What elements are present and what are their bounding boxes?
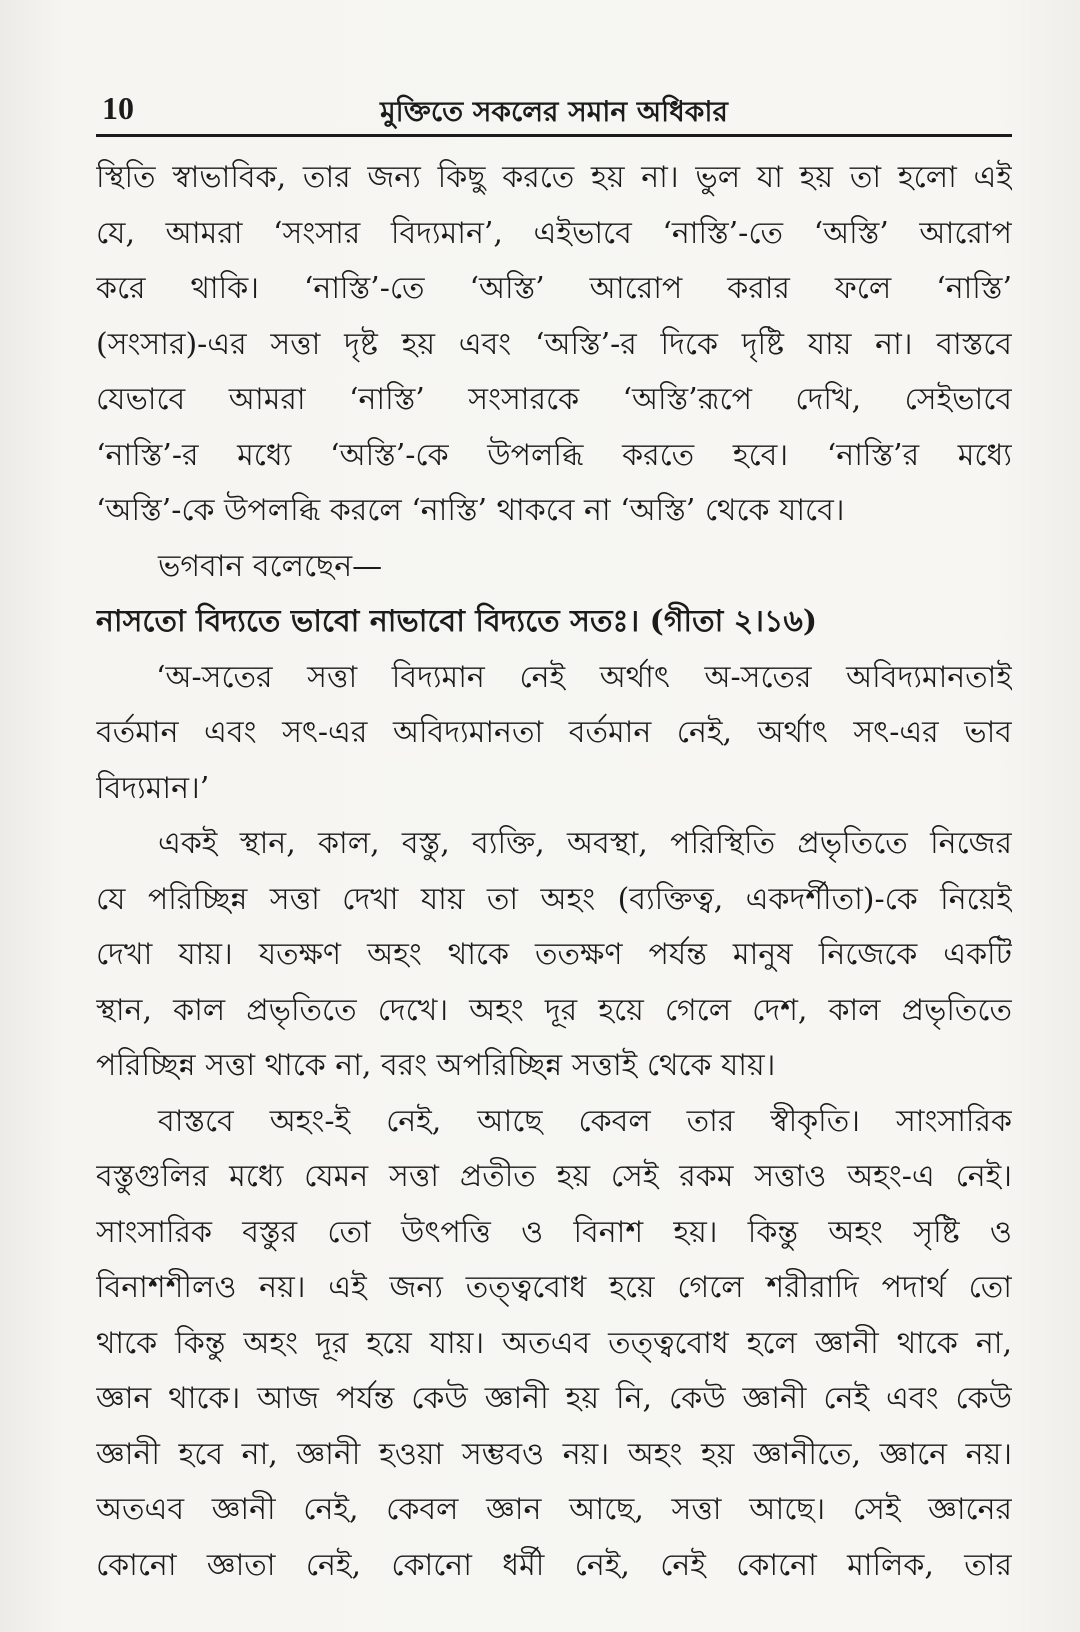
text-line: কোনো জ্ঞাতা নেই, কোনো ধর্মী নেই, নেই কোনো মালিক, তার [96,1547,1012,1583]
text-line: (সংসার)-এর সত্তা দৃষ্ট হয় এবং ‘অস্তি’-র দিকে দৃষ্টি যায় না। বাস্তবে [96,326,1012,362]
text-line: বিদ্যমান।’ [96,770,210,806]
text-line: বস্তুগুলির মধ্যে যেমন সত্তা প্রতীত হয় সেই রকম সত্তাও অহং-এ নেই। [96,1159,1012,1194]
verse-line: নাসতো বিদ্যতে ভাবো নাভাবো বিদ্যতে সতঃ। (গীতা ২।১৬) [96,604,818,639]
text-line: যে পরিচ্ছিন্ন সত্তা দেখা যায় তা অহং (ব্যক্তিত্ব, একদর্শীতা)-কে নিয়েই [96,881,1012,917]
text-line: যেভাবে আমরা ‘নাস্তি’ সংসারকে ‘অস্তি’রূপে দেখি, সেইভাবে [96,382,1012,417]
body-text [96,150,1012,1593]
text-line: স্থান, কাল প্রভৃতিতে দেখে। অহং দূর হয়ে গেলে দেশ, কাল প্রভৃতিতে [96,992,1012,1028]
text-line: সাংসারিক বস্তুর তো উৎপত্তি ও বিনাশ হয়। কিন্তু অহং সৃষ্টি ও [96,1214,1012,1250]
text-line: বিনাশশীলও নয়। এই জন্য তত্ত্ববোধ হয়ে গেলে শরীরাদি পদার্থ তো [96,1270,1012,1305]
text-line: জ্ঞানী হবে না, জ্ঞানী হওয়া সম্ভবও নয়। অহং হয় জ্ঞানীতে, জ্ঞানে নয়। [96,1436,1012,1472]
text-line: বর্তমান এবং সৎ-এর অবিদ্যমানতা বর্তমান নেই, অর্থাৎ সৎ-এর ভাব [96,715,1012,750]
text-line: ‘অ-সতের সত্তা বিদ্যমান নেই অর্থাৎ অ-সতের অবিদ্যমানতাই [156,659,1012,695]
text-line: থাকে কিন্তু অহং দূর হয়ে যায়। অতএব তত্ত্ববোধ হলে জ্ঞানী থাকে না, [96,1325,1012,1361]
page-header [96,88,1012,137]
text-line: যে, আমরা ‘সংসার বিদ্যমান’, এইভাবে ‘নাস্তি’-তে ‘অস্তি’ আরোপ [96,215,1012,251]
text-line: জ্ঞান থাকে। আজ পর্যন্ত কেউ জ্ঞানী হয় নি, কেউ জ্ঞানী নেই এবং কেউ [96,1381,1012,1416]
text-line: বাস্তবে অহং-ই নেই, আছে কেবল তার স্বীকৃতি। সাংসারিক [158,1103,1012,1139]
text-line: ‘নাস্তি’-র মধ্যে ‘অস্তি’-কে উপলব্ধি করতে হবে। ‘নাস্তি’র মধ্যে [96,437,1012,473]
text-line: অতএব জ্ঞানী নেই, কেবল জ্ঞান আছে, সত্তা আছে। সেই জ্ঞানের [96,1492,1012,1527]
page-number: 10 [102,90,134,126]
text-line: ভগবান বলেছেন— [158,548,383,584]
text-line: স্থিতি স্বাভাবিক, তার জন্য কিছু করতে হয় না। ভুল যা হয় তা হলো এই [96,160,1012,195]
text-line: ‘অস্তি’-কে উপলব্ধি করলে ‘নাস্তি’ থাকবে না ‘অস্তি’ থেকে যাবে। [96,493,845,528]
text-line: দেখা যায়। যতক্ষণ অহং থাকে ততক্ষণ পর্যন্ত মানুষ নিজেকে একটি [96,937,1012,972]
text-line: করে থাকি। ‘নাস্তি’-তে ‘অস্তি’ আরোপ করার ফলে ‘নাস্তি’ [96,271,1012,306]
text-line: পরিচ্ছিন্ন সত্তা থাকে না, বরং অপরিচ্ছিন্ন সত্তাই থেকে যায়। [96,1048,776,1083]
running-title: মুক্তিতে সকলের সমান অধিকার [380,95,728,128]
text-line: একই স্থান, কাল, বস্তু, ব্যক্তি, অবস্থা, পরিস্থিতি প্রভৃতিতে নিজের [158,826,1012,861]
